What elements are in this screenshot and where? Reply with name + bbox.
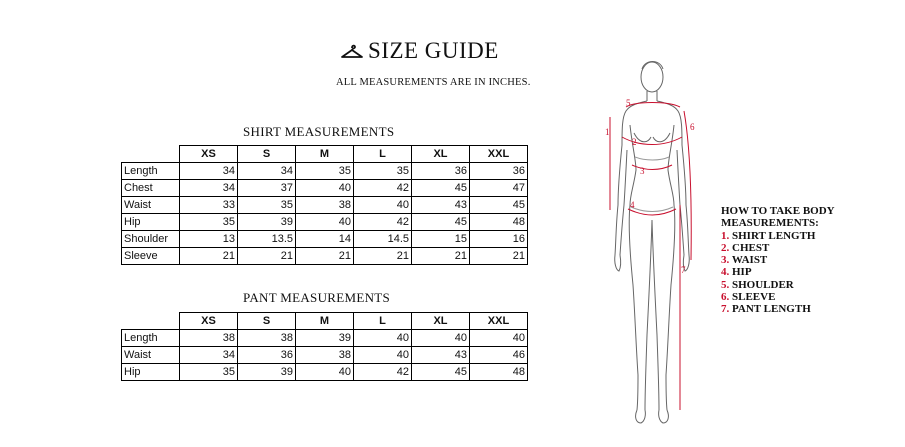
marker-3: 3: [640, 166, 645, 176]
table-cell: 35: [238, 197, 296, 214]
table-cell: 35: [180, 364, 238, 381]
table-cell: 40: [470, 330, 528, 347]
how-to-item: [721, 291, 835, 303]
marker-2: 2: [632, 137, 637, 147]
table-cell: 37: [238, 180, 296, 197]
table-cell: 21: [296, 248, 354, 265]
table-cell: 36: [470, 163, 528, 180]
title-text: SIZE GUIDE: [368, 38, 499, 63]
table-cell: 34: [238, 163, 296, 180]
table-cell: 21: [412, 248, 470, 265]
column-header: XL: [412, 313, 470, 330]
shirt-measurements-table: [121, 145, 528, 265]
how-to-item: [721, 242, 835, 254]
shirt-section-title: SHIRT MEASUREMENTS: [243, 124, 395, 139]
page-title: [340, 38, 499, 64]
how-to-item-text: HIP: [732, 266, 752, 279]
row-label: Hip: [122, 214, 180, 231]
table-cell: 39: [238, 364, 296, 381]
table-cell: 43: [412, 197, 470, 214]
table-cell: 42: [354, 214, 412, 231]
table-cell: 35: [296, 163, 354, 180]
how-to-item-number: 4.: [721, 266, 730, 279]
column-header: L: [354, 313, 412, 330]
row-label: Length: [122, 330, 180, 347]
row-label: Waist: [122, 347, 180, 364]
table-cell: 21: [354, 248, 412, 265]
body-figure-icon: [600, 55, 710, 430]
table-cell: 15: [412, 231, 470, 248]
table-cell: 40: [296, 214, 354, 231]
column-header: M: [296, 146, 354, 163]
table-cell: 45: [470, 197, 528, 214]
table-row: [122, 364, 528, 381]
table-cell: 38: [296, 347, 354, 364]
column-header: XS: [180, 313, 238, 330]
how-to-item-text: CHEST: [732, 241, 770, 254]
table-corner-cell: [122, 313, 180, 330]
table-cell: 33: [180, 197, 238, 214]
table-cell: 40: [354, 330, 412, 347]
table-row: [122, 214, 528, 231]
table-row: [122, 180, 528, 197]
table-cell: 13.5: [238, 231, 296, 248]
table-cell: 38: [296, 197, 354, 214]
column-header: XS: [180, 146, 238, 163]
table-cell: 38: [180, 330, 238, 347]
row-label: Hip: [122, 364, 180, 381]
how-to-title-line2: MEASUREMENTS:: [721, 217, 819, 230]
how-to-item: [721, 254, 835, 266]
table-row: [122, 231, 528, 248]
row-label: Chest: [122, 180, 180, 197]
how-to-item-number: 5.: [721, 278, 730, 291]
how-to-item-text: PANT LENGTH: [732, 303, 811, 316]
how-to-item-text: SHOULDER: [732, 278, 794, 291]
table-cell: 39: [296, 330, 354, 347]
how-to-item-text: SHIRT LENGTH: [732, 229, 816, 242]
marker-6: 6: [690, 122, 695, 132]
table-cell: 13: [180, 231, 238, 248]
row-label: Sleeve: [122, 248, 180, 265]
table-corner-cell: [122, 146, 180, 163]
table-cell: 36: [412, 163, 470, 180]
how-to-item-number: 1.: [721, 229, 730, 242]
column-header: S: [238, 313, 296, 330]
table-cell: 45: [412, 364, 470, 381]
table-row: [122, 248, 528, 265]
column-header: M: [296, 313, 354, 330]
table-cell: 35: [180, 214, 238, 231]
how-to-item: [721, 303, 835, 315]
row-label: Shoulder: [122, 231, 180, 248]
table-cell: 42: [354, 364, 412, 381]
how-to-item-text: SLEEVE: [732, 291, 776, 304]
how-to-item-number: 3.: [721, 254, 730, 267]
table-row: [122, 330, 528, 347]
how-to-measure-list: [721, 205, 835, 316]
table-row: [122, 163, 528, 180]
table-cell: 21: [180, 248, 238, 265]
table-cell: 40: [412, 330, 470, 347]
marker-1: 1: [605, 127, 610, 137]
table-cell: 16: [470, 231, 528, 248]
table-cell: 21: [470, 248, 528, 265]
hanger-icon: [340, 43, 364, 59]
how-to-item: [721, 230, 835, 242]
table-cell: 40: [296, 180, 354, 197]
table-cell: 45: [412, 214, 470, 231]
table-cell: 38: [238, 330, 296, 347]
table-cell: 35: [354, 163, 412, 180]
table-cell: 14.5: [354, 231, 412, 248]
table-cell: 34: [180, 180, 238, 197]
column-header: XL: [412, 146, 470, 163]
table-cell: 39: [238, 214, 296, 231]
table-cell: 21: [238, 248, 296, 265]
marker-4: 4: [630, 200, 635, 210]
table-cell: 45: [412, 180, 470, 197]
marker-7: 7: [681, 265, 686, 275]
how-to-item-text: WAIST: [731, 254, 768, 267]
table-cell: 14: [296, 231, 354, 248]
table-cell: 46: [470, 347, 528, 364]
column-header: L: [354, 146, 412, 163]
column-header: S: [238, 146, 296, 163]
table-cell: 36: [238, 347, 296, 364]
table-header-row: [122, 146, 528, 163]
how-to-item-number: 7.: [721, 303, 730, 316]
page-subtitle: ALL MEASUREMENTS ARE IN INCHES.: [336, 77, 531, 88]
marker-5: 5: [626, 98, 631, 108]
row-label: Waist: [122, 197, 180, 214]
how-to-title-line1: HOW TO TAKE BODY: [721, 205, 835, 217]
table-cell: 40: [354, 347, 412, 364]
pant-measurements-table: [121, 312, 528, 381]
how-to-item: [721, 279, 835, 291]
table-row: [122, 347, 528, 364]
table-row: [122, 197, 528, 214]
how-to-item-number: 2.: [721, 241, 730, 254]
row-label: Length: [122, 163, 180, 180]
table-cell: 34: [180, 347, 238, 364]
table-cell: 34: [180, 163, 238, 180]
pant-section-title: PANT MEASUREMENTS: [243, 290, 391, 305]
how-to-item-number: 6.: [721, 291, 730, 304]
column-header: XXL: [470, 313, 528, 330]
table-cell: 48: [470, 364, 528, 381]
column-header: XXL: [470, 146, 528, 163]
table-cell: 43: [412, 347, 470, 364]
table-header-row: [122, 313, 528, 330]
table-cell: 48: [470, 214, 528, 231]
table-cell: 40: [354, 197, 412, 214]
table-cell: 42: [354, 180, 412, 197]
table-cell: 40: [296, 364, 354, 381]
table-cell: 47: [470, 180, 528, 197]
how-to-item: [721, 266, 835, 278]
